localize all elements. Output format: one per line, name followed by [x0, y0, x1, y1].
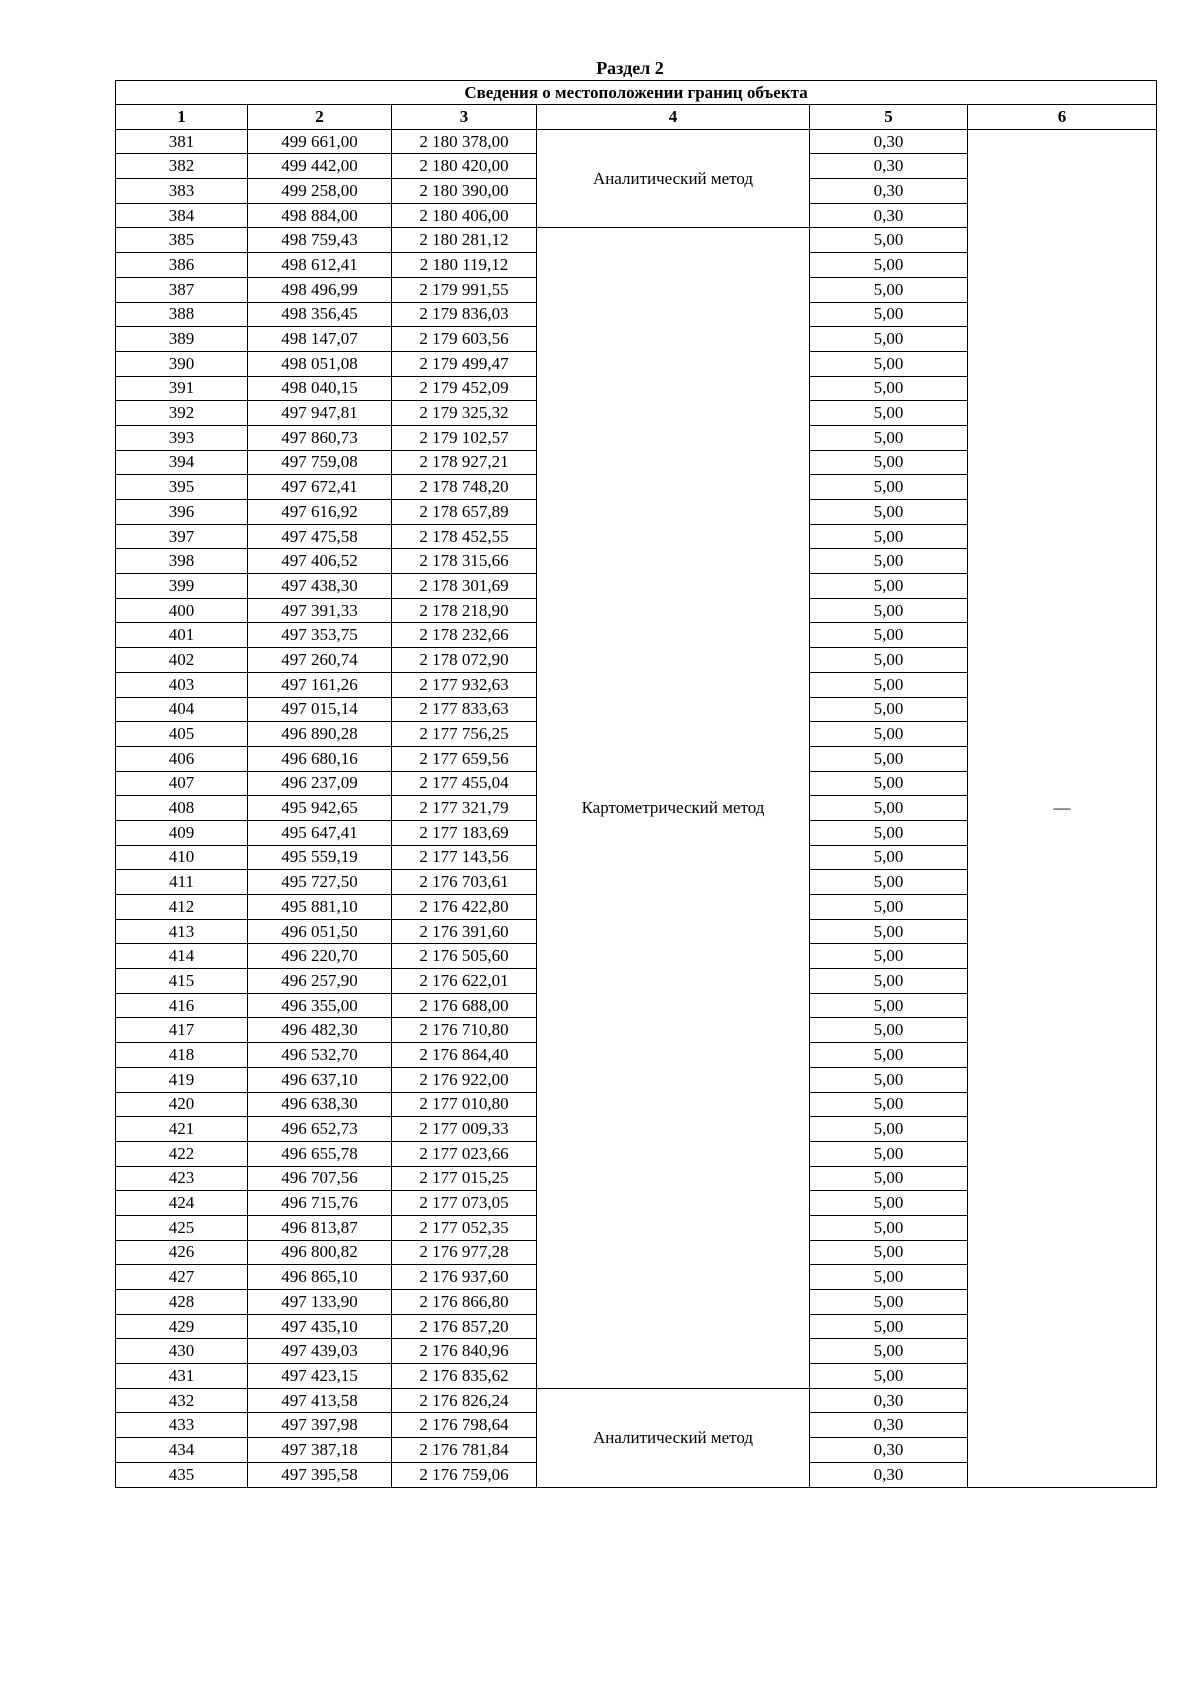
x-coordinate-cell: 498 612,41 — [248, 253, 392, 278]
y-coordinate-cell: 2 176 622,01 — [392, 969, 537, 994]
accuracy-cell: 0,30 — [810, 154, 968, 179]
accuracy-cell: 5,00 — [810, 475, 968, 500]
accuracy-cell: 5,00 — [810, 1364, 968, 1389]
y-coordinate-cell: 2 176 391,60 — [392, 919, 537, 944]
table-body — [116, 129, 1157, 1487]
column-number: 4 — [537, 105, 810, 130]
accuracy-cell: 5,00 — [810, 623, 968, 648]
x-coordinate-cell: 496 257,90 — [248, 969, 392, 994]
y-coordinate-cell: 2 179 102,57 — [392, 425, 537, 450]
x-coordinate-cell: 496 800,82 — [248, 1240, 392, 1265]
x-coordinate-cell: 497 759,08 — [248, 450, 392, 475]
x-coordinate-cell: 499 661,00 — [248, 129, 392, 154]
y-coordinate-cell: 2 178 218,90 — [392, 598, 537, 623]
x-coordinate-cell: 497 423,15 — [248, 1364, 392, 1389]
point-number-cell: 391 — [116, 376, 248, 401]
y-coordinate-cell: 2 180 281,12 — [392, 228, 537, 253]
x-coordinate-cell: 498 147,07 — [248, 327, 392, 352]
point-number-cell: 415 — [116, 969, 248, 994]
x-coordinate-cell: 497 438,30 — [248, 574, 392, 599]
point-number-cell: 395 — [116, 475, 248, 500]
accuracy-cell: 5,00 — [810, 993, 968, 1018]
point-number-cell: 429 — [116, 1314, 248, 1339]
point-number-cell: 383 — [116, 179, 248, 204]
point-number-cell: 419 — [116, 1067, 248, 1092]
x-coordinate-cell: 495 647,41 — [248, 820, 392, 845]
point-number-cell: 433 — [116, 1413, 248, 1438]
x-coordinate-cell: 496 655,78 — [248, 1141, 392, 1166]
y-coordinate-cell: 2 177 073,05 — [392, 1191, 537, 1216]
x-coordinate-cell: 497 397,98 — [248, 1413, 392, 1438]
accuracy-cell: 5,00 — [810, 771, 968, 796]
x-coordinate-cell: 497 435,10 — [248, 1314, 392, 1339]
accuracy-cell: 0,30 — [810, 1413, 968, 1438]
x-coordinate-cell: 498 496,99 — [248, 277, 392, 302]
accuracy-cell: 5,00 — [810, 1290, 968, 1315]
y-coordinate-cell: 2 180 406,00 — [392, 203, 537, 228]
point-number-cell: 388 — [116, 302, 248, 327]
point-number-cell: 418 — [116, 1043, 248, 1068]
y-coordinate-cell: 2 178 301,69 — [392, 574, 537, 599]
y-coordinate-cell: 2 176 703,61 — [392, 870, 537, 895]
x-coordinate-cell: 498 759,43 — [248, 228, 392, 253]
accuracy-cell: 5,00 — [810, 401, 968, 426]
accuracy-cell: 5,00 — [810, 697, 968, 722]
y-coordinate-cell: 2 176 759,06 — [392, 1462, 537, 1487]
x-coordinate-cell: 496 637,10 — [248, 1067, 392, 1092]
y-coordinate-cell: 2 178 232,66 — [392, 623, 537, 648]
point-number-cell: 423 — [116, 1166, 248, 1191]
x-coordinate-cell: 496 482,30 — [248, 1018, 392, 1043]
x-coordinate-cell: 496 051,50 — [248, 919, 392, 944]
point-number-cell: 407 — [116, 771, 248, 796]
y-coordinate-cell: 2 176 710,80 — [392, 1018, 537, 1043]
accuracy-cell: 5,00 — [810, 1043, 968, 1068]
x-coordinate-cell: 495 881,10 — [248, 895, 392, 920]
accuracy-cell: 5,00 — [810, 302, 968, 327]
x-coordinate-cell: 495 942,65 — [248, 796, 392, 821]
y-coordinate-cell: 2 176 977,28 — [392, 1240, 537, 1265]
column-number: 2 — [248, 105, 392, 130]
accuracy-cell: 5,00 — [810, 944, 968, 969]
method-cell: Аналитический метод — [537, 129, 810, 228]
accuracy-cell: 5,00 — [810, 722, 968, 747]
accuracy-cell: 5,00 — [810, 351, 968, 376]
point-number-cell: 435 — [116, 1462, 248, 1487]
point-number-cell: 400 — [116, 598, 248, 623]
y-coordinate-cell: 2 176 937,60 — [392, 1265, 537, 1290]
accuracy-cell: 5,00 — [810, 277, 968, 302]
column-number-row — [116, 105, 1157, 130]
x-coordinate-cell: 497 133,90 — [248, 1290, 392, 1315]
accuracy-cell: 5,00 — [810, 1018, 968, 1043]
y-coordinate-cell: 2 177 010,80 — [392, 1092, 537, 1117]
y-coordinate-cell: 2 178 315,66 — [392, 549, 537, 574]
accuracy-cell: 5,00 — [810, 450, 968, 475]
x-coordinate-cell: 497 860,73 — [248, 425, 392, 450]
point-number-cell: 389 — [116, 327, 248, 352]
x-coordinate-cell: 496 355,00 — [248, 993, 392, 1018]
accuracy-cell: 5,00 — [810, 1117, 968, 1142]
y-coordinate-cell: 2 176 688,00 — [392, 993, 537, 1018]
x-coordinate-cell: 499 442,00 — [248, 154, 392, 179]
accuracy-cell: 5,00 — [810, 228, 968, 253]
point-number-cell: 414 — [116, 944, 248, 969]
point-number-cell: 409 — [116, 820, 248, 845]
y-coordinate-cell: 2 178 927,21 — [392, 450, 537, 475]
point-number-cell: 413 — [116, 919, 248, 944]
x-coordinate-cell: 498 356,45 — [248, 302, 392, 327]
accuracy-cell: 5,00 — [810, 425, 968, 450]
x-coordinate-cell: 497 406,52 — [248, 549, 392, 574]
y-coordinate-cell: 2 176 781,84 — [392, 1438, 537, 1463]
accuracy-cell: 5,00 — [810, 1240, 968, 1265]
x-coordinate-cell: 496 715,76 — [248, 1191, 392, 1216]
y-coordinate-cell: 2 176 840,96 — [392, 1339, 537, 1364]
point-number-cell: 430 — [116, 1339, 248, 1364]
y-coordinate-cell: 2 179 603,56 — [392, 327, 537, 352]
accuracy-cell: 0,30 — [810, 1462, 968, 1487]
x-coordinate-cell: 496 220,70 — [248, 944, 392, 969]
y-coordinate-cell: 2 177 052,35 — [392, 1215, 537, 1240]
accuracy-cell: 5,00 — [810, 524, 968, 549]
accuracy-cell: 0,30 — [810, 203, 968, 228]
accuracy-cell: 5,00 — [810, 1215, 968, 1240]
x-coordinate-cell: 497 475,58 — [248, 524, 392, 549]
y-coordinate-cell: 2 177 183,69 — [392, 820, 537, 845]
y-coordinate-cell: 2 178 657,89 — [392, 500, 537, 525]
point-number-cell: 401 — [116, 623, 248, 648]
point-number-cell: 426 — [116, 1240, 248, 1265]
point-number-cell: 420 — [116, 1092, 248, 1117]
accuracy-cell: 5,00 — [810, 796, 968, 821]
y-coordinate-cell: 2 177 321,79 — [392, 796, 537, 821]
y-coordinate-cell: 2 180 119,12 — [392, 253, 537, 278]
x-coordinate-cell: 499 258,00 — [248, 179, 392, 204]
method-cell: Аналитический метод — [537, 1388, 810, 1487]
point-number-cell: 417 — [116, 1018, 248, 1043]
accuracy-cell: 5,00 — [810, 1067, 968, 1092]
point-number-cell: 422 — [116, 1141, 248, 1166]
y-coordinate-cell: 2 176 798,64 — [392, 1413, 537, 1438]
y-coordinate-cell: 2 179 991,55 — [392, 277, 537, 302]
point-number-cell: 396 — [116, 500, 248, 525]
table-row — [116, 129, 1157, 154]
x-coordinate-cell: 495 727,50 — [248, 870, 392, 895]
accuracy-cell: 5,00 — [810, 1141, 968, 1166]
point-number-cell: 387 — [116, 277, 248, 302]
y-coordinate-cell: 2 177 659,56 — [392, 746, 537, 771]
section-title: Раздел 2 — [596, 58, 664, 78]
x-coordinate-cell: 497 947,81 — [248, 401, 392, 426]
accuracy-cell: 5,00 — [810, 1339, 968, 1364]
point-number-cell: 405 — [116, 722, 248, 747]
point-number-cell: 406 — [116, 746, 248, 771]
point-number-cell: 416 — [116, 993, 248, 1018]
y-coordinate-cell: 2 176 857,20 — [392, 1314, 537, 1339]
accuracy-cell: 0,30 — [810, 179, 968, 204]
x-coordinate-cell: 497 439,03 — [248, 1339, 392, 1364]
accuracy-cell: 5,00 — [810, 376, 968, 401]
y-coordinate-cell: 2 176 864,40 — [392, 1043, 537, 1068]
point-number-cell: 390 — [116, 351, 248, 376]
point-number-cell: 398 — [116, 549, 248, 574]
x-coordinate-cell: 496 638,30 — [248, 1092, 392, 1117]
accuracy-cell: 5,00 — [810, 845, 968, 870]
accuracy-cell: 5,00 — [810, 500, 968, 525]
point-number-cell: 397 — [116, 524, 248, 549]
y-coordinate-cell: 2 178 452,55 — [392, 524, 537, 549]
y-coordinate-cell: 2 180 378,00 — [392, 129, 537, 154]
x-coordinate-cell: 496 680,16 — [248, 746, 392, 771]
y-coordinate-cell: 2 177 009,33 — [392, 1117, 537, 1142]
point-number-cell: 427 — [116, 1265, 248, 1290]
x-coordinate-cell: 496 532,70 — [248, 1043, 392, 1068]
point-number-cell: 403 — [116, 672, 248, 697]
y-coordinate-cell: 2 177 143,56 — [392, 845, 537, 870]
x-coordinate-cell: 497 672,41 — [248, 475, 392, 500]
y-coordinate-cell: 2 179 499,47 — [392, 351, 537, 376]
accuracy-cell: 5,00 — [810, 919, 968, 944]
method-cell: Картометрический метод — [537, 228, 810, 1388]
y-coordinate-cell: 2 176 922,00 — [392, 1067, 537, 1092]
x-coordinate-cell: 496 237,09 — [248, 771, 392, 796]
column-number: 1 — [116, 105, 248, 130]
column-number: 6 — [968, 105, 1157, 130]
accuracy-cell: 5,00 — [810, 574, 968, 599]
point-number-cell: 402 — [116, 648, 248, 673]
x-coordinate-cell: 495 559,19 — [248, 845, 392, 870]
point-number-cell: 424 — [116, 1191, 248, 1216]
y-coordinate-cell: 2 179 452,09 — [392, 376, 537, 401]
y-coordinate-cell: 2 180 420,00 — [392, 154, 537, 179]
y-coordinate-cell: 2 177 015,25 — [392, 1166, 537, 1191]
x-coordinate-cell: 498 040,15 — [248, 376, 392, 401]
accuracy-cell: 5,00 — [810, 969, 968, 994]
x-coordinate-cell: 498 051,08 — [248, 351, 392, 376]
y-coordinate-cell: 2 176 835,62 — [392, 1364, 537, 1389]
point-number-cell: 381 — [116, 129, 248, 154]
x-coordinate-cell: 497 387,18 — [248, 1438, 392, 1463]
accuracy-cell: 5,00 — [810, 549, 968, 574]
point-number-cell: 392 — [116, 401, 248, 426]
point-number-cell: 411 — [116, 870, 248, 895]
accuracy-cell: 5,00 — [810, 746, 968, 771]
point-number-cell: 425 — [116, 1215, 248, 1240]
column-number: 3 — [392, 105, 537, 130]
y-coordinate-cell: 2 180 390,00 — [392, 179, 537, 204]
accuracy-cell: 5,00 — [810, 253, 968, 278]
x-coordinate-cell: 496 707,56 — [248, 1166, 392, 1191]
point-number-cell: 412 — [116, 895, 248, 920]
point-number-cell: 410 — [116, 845, 248, 870]
accuracy-cell: 5,00 — [810, 820, 968, 845]
y-coordinate-cell: 2 178 748,20 — [392, 475, 537, 500]
point-number-cell: 393 — [116, 425, 248, 450]
column-6-cell: — — [968, 129, 1157, 1487]
x-coordinate-cell: 496 890,28 — [248, 722, 392, 747]
y-coordinate-cell: 2 178 072,90 — [392, 648, 537, 673]
accuracy-cell: 5,00 — [810, 1265, 968, 1290]
point-number-cell: 384 — [116, 203, 248, 228]
point-number-cell: 408 — [116, 796, 248, 821]
point-number-cell: 431 — [116, 1364, 248, 1389]
y-coordinate-cell: 2 177 023,66 — [392, 1141, 537, 1166]
y-coordinate-cell: 2 179 836,03 — [392, 302, 537, 327]
accuracy-cell: 5,00 — [810, 1092, 968, 1117]
x-coordinate-cell: 497 161,26 — [248, 672, 392, 697]
y-coordinate-cell: 2 177 455,04 — [392, 771, 537, 796]
y-coordinate-cell: 2 179 325,32 — [392, 401, 537, 426]
x-coordinate-cell: 497 395,58 — [248, 1462, 392, 1487]
point-number-cell: 428 — [116, 1290, 248, 1315]
accuracy-cell: 5,00 — [810, 1314, 968, 1339]
table-caption: Сведения о местоположении границ объекта — [116, 81, 1157, 105]
y-coordinate-cell: 2 176 422,80 — [392, 895, 537, 920]
point-number-cell: 386 — [116, 253, 248, 278]
point-number-cell: 394 — [116, 450, 248, 475]
boundary-coordinates-table — [115, 80, 1157, 1488]
accuracy-cell: 5,00 — [810, 327, 968, 352]
x-coordinate-cell: 497 015,14 — [248, 697, 392, 722]
accuracy-cell: 5,00 — [810, 598, 968, 623]
y-coordinate-cell: 2 177 833,63 — [392, 697, 537, 722]
accuracy-cell: 5,00 — [810, 870, 968, 895]
point-number-cell: 434 — [116, 1438, 248, 1463]
accuracy-cell: 5,00 — [810, 648, 968, 673]
y-coordinate-cell: 2 177 932,63 — [392, 672, 537, 697]
x-coordinate-cell: 497 413,58 — [248, 1388, 392, 1413]
accuracy-cell: 0,30 — [810, 1438, 968, 1463]
x-coordinate-cell: 497 260,74 — [248, 648, 392, 673]
point-number-cell: 382 — [116, 154, 248, 179]
x-coordinate-cell: 497 353,75 — [248, 623, 392, 648]
accuracy-cell: 0,30 — [810, 129, 968, 154]
x-coordinate-cell: 497 391,33 — [248, 598, 392, 623]
x-coordinate-cell: 496 652,73 — [248, 1117, 392, 1142]
y-coordinate-cell: 2 176 505,60 — [392, 944, 537, 969]
x-coordinate-cell: 498 884,00 — [248, 203, 392, 228]
accuracy-cell: 0,30 — [810, 1388, 968, 1413]
column-number: 5 — [810, 105, 968, 130]
point-number-cell: 399 — [116, 574, 248, 599]
accuracy-cell: 5,00 — [810, 672, 968, 697]
accuracy-cell: 5,00 — [810, 1166, 968, 1191]
y-coordinate-cell: 2 177 756,25 — [392, 722, 537, 747]
point-number-cell: 421 — [116, 1117, 248, 1142]
y-coordinate-cell: 2 176 866,80 — [392, 1290, 537, 1315]
y-coordinate-cell: 2 176 826,24 — [392, 1388, 537, 1413]
point-number-cell: 404 — [116, 697, 248, 722]
point-number-cell: 385 — [116, 228, 248, 253]
x-coordinate-cell: 496 813,87 — [248, 1215, 392, 1240]
x-coordinate-cell: 496 865,10 — [248, 1265, 392, 1290]
point-number-cell: 432 — [116, 1388, 248, 1413]
x-coordinate-cell: 497 616,92 — [248, 500, 392, 525]
accuracy-cell: 5,00 — [810, 895, 968, 920]
accuracy-cell: 5,00 — [810, 1191, 968, 1216]
